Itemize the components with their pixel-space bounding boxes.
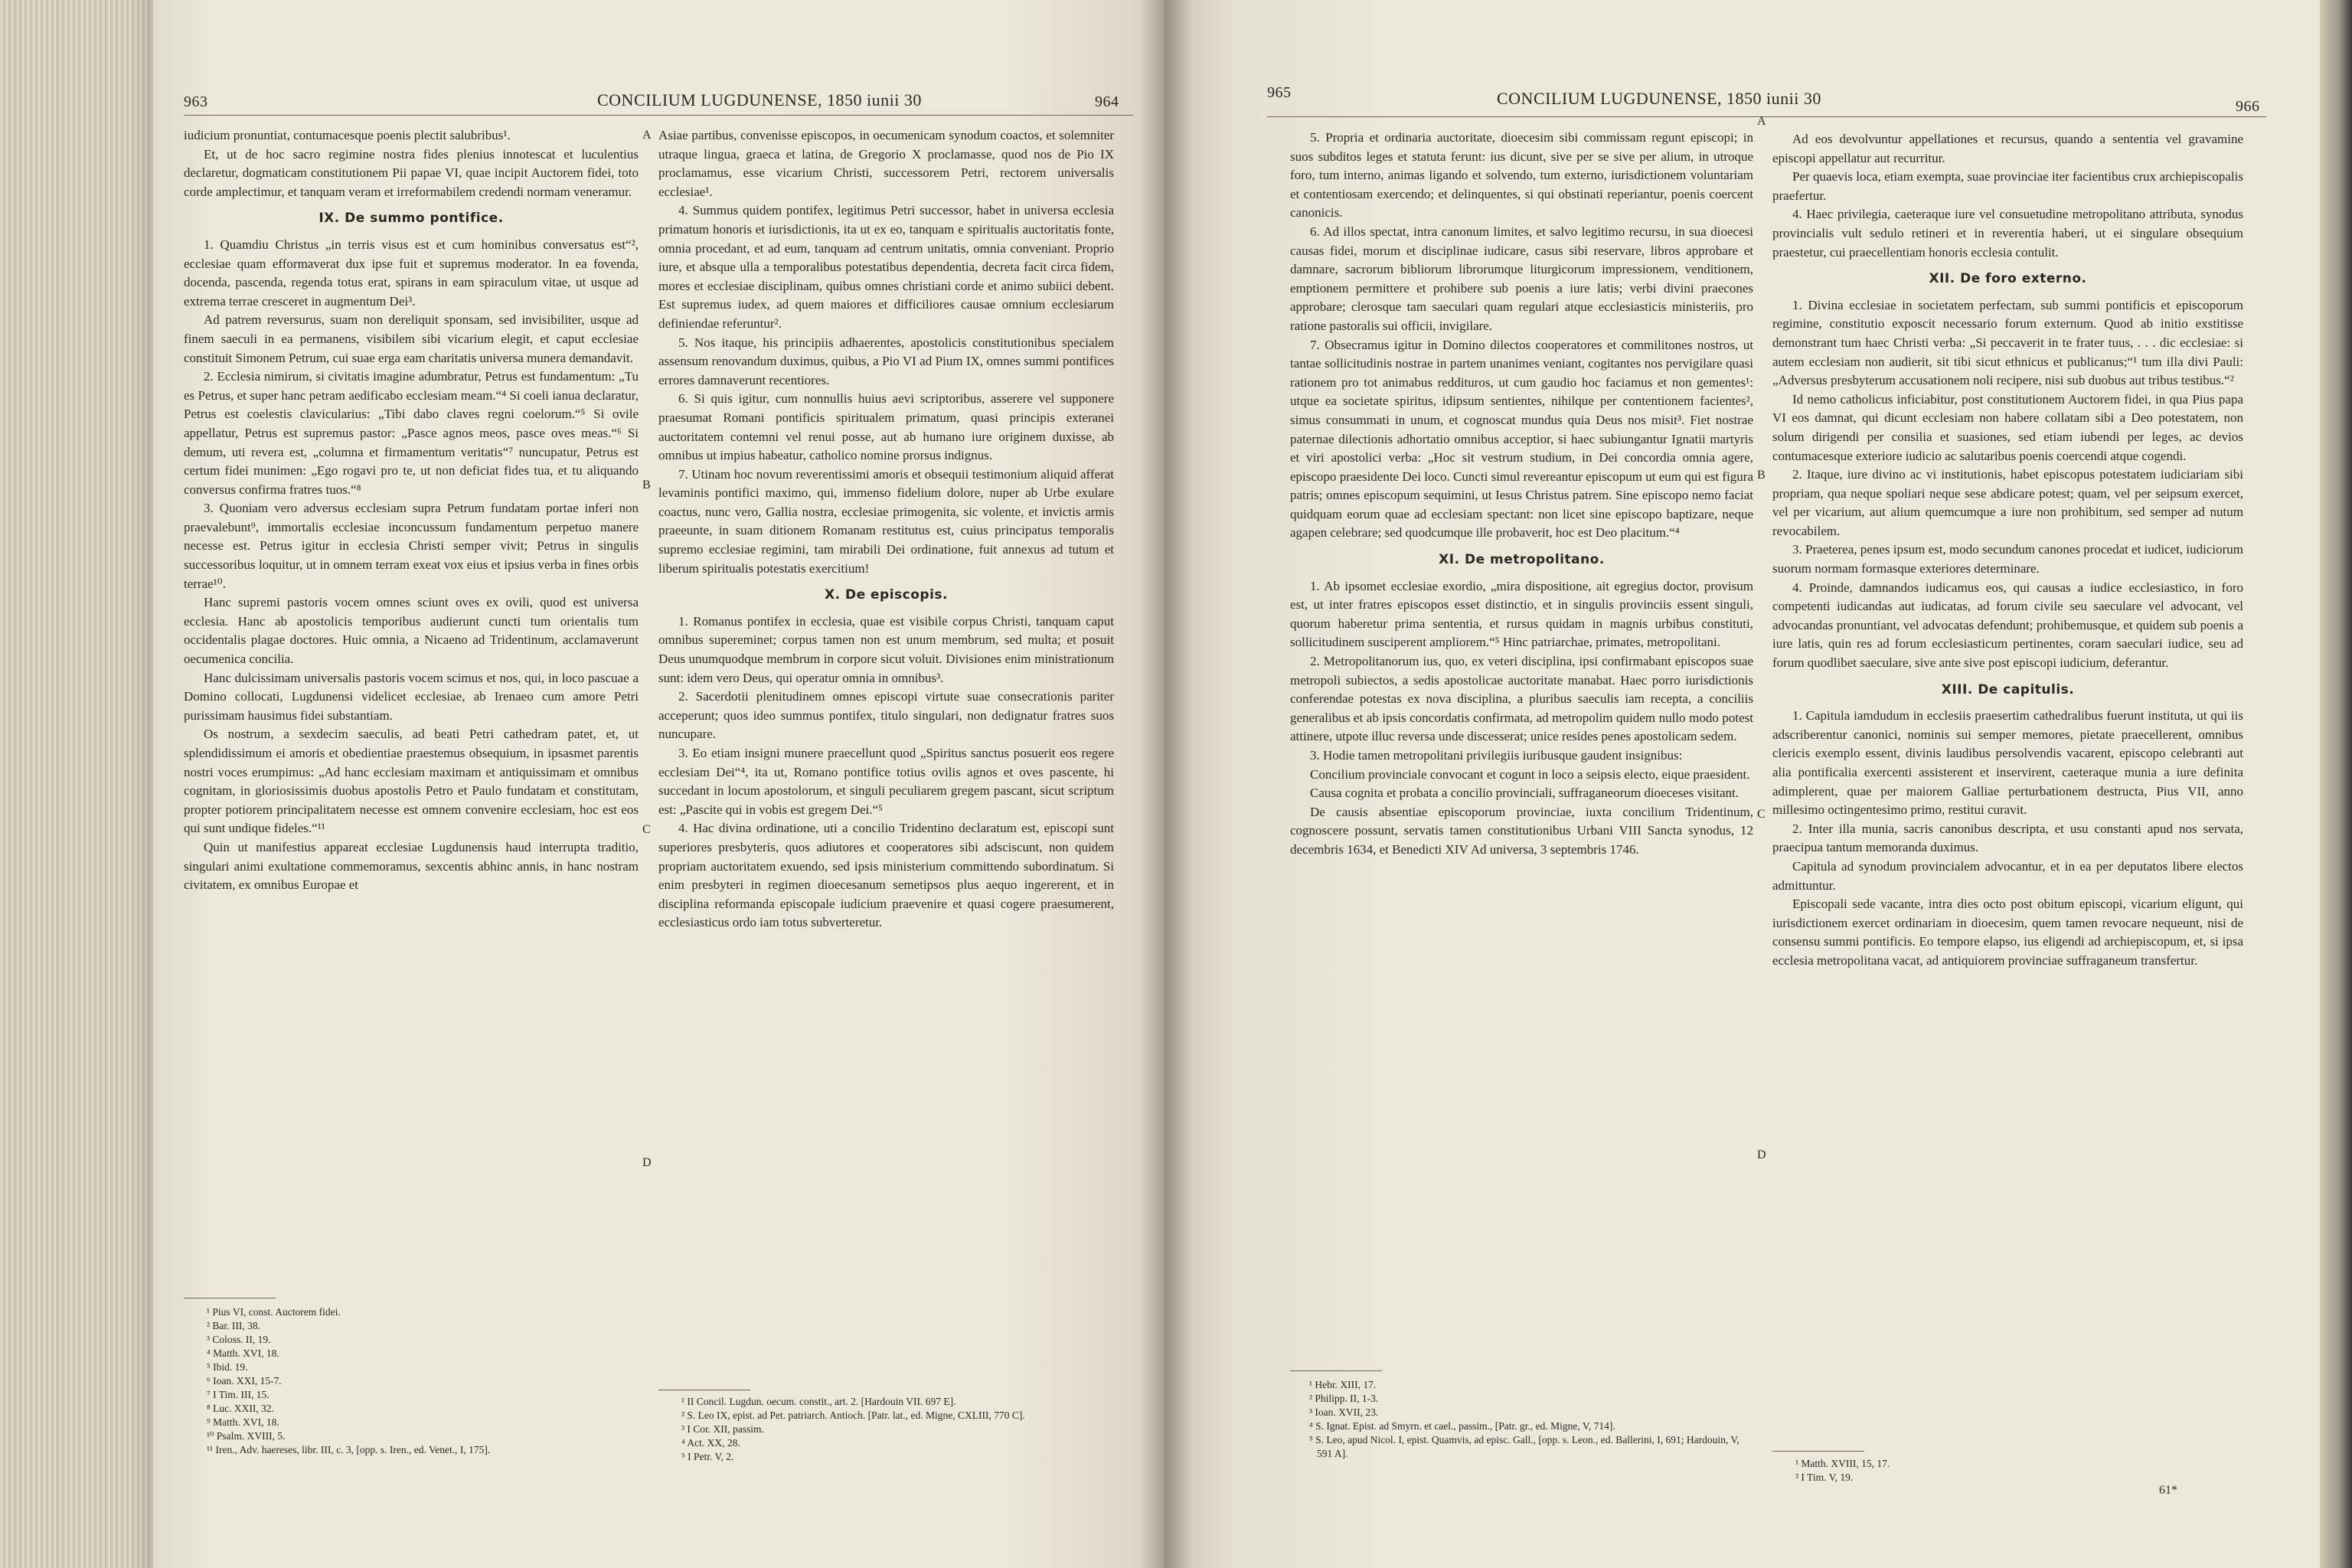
running-title-left: CONCILIUM LUGDUNENSE, 1850 iunii 30: [597, 90, 922, 109]
paragraph: 3. Quoniam vero adversus ecclesiam supra Petrum fundatam portae inferi non praevalebunt⁹, immortalis ecclesiae inconcussum fundamentum perpetuo manere necesse est. Petrus igitur in ecclesia Christi semper vivit; Petrus in singulis successoribus loquitur, ut in omnem terram exeat vox eius et ipsius verba in fines orbis terrae¹⁰.: [184, 501, 639, 591]
paragraph: 6. Ad illos spectat, intra canonum limites, et salvo legitimo recursu, in sua dioecesi causas fidei, morum et disciplinae iudicare, casus sibi reservare, libros approbare et damnare, sacrorum bibliorum librorumque liturgicorum impressionem, venditionem, emptionem permittere et prohibere sub poenis a iure latis; verbi divini praecones approbare; clerosque tam saeculari quam regulari atque ecclesiasticis ministeriis, pro ratione pastoralis sui officii, invigilare.: [1290, 224, 1753, 333]
paragraph: 1. Divina ecclesiae in societatem perfectam, sub summi pontificis et episcoporum regimine, constitutio exposcit necessario forum externum. Quod ab initio exstitisse demonstrant tum haec Christi verba: „Si peccaverit in te frater tuus, . . . dic ecclesiae: si autem ecclesiam non audierit, sit tibi sicut ethnicus et publicanus;“¹ tum illa divi Pauli: „Adversus presbyterum accusationem noli recipere, nisi sub duobus aut tribus testibus.“²: [1772, 297, 2243, 388]
footnote: ² I Tim. V, 19.: [1795, 1472, 1854, 1483]
paragraph: 2. Ecclesia nimirum, si civitatis imagine adumbratur, Petrus est fundamentum: „Tu es Petrus, et super hanc petram aedificabo ecclesiam meam.“⁴ Si coeli ianua declaratur, Petrus est coelestis clavicularius: „Tibi dabo claves regni coelorum.“⁵ Si ovile appellatur, Petrus est supremus pastor: „Pasce agnos meos, pasce oves meas.“⁶ Si demum, uti revera est, „columna et firmamentum veritatis“⁷ nuncupatur, Petrus est certum fidei munimen: „Ego rogavi pro te, ut non deficiat fides tua, et tu aliquando conversus confirma fratres tuos.“⁸: [184, 369, 639, 497]
paragraph: 5. Nos itaque, his principiis adhaerentes, apostolicis constitutionibus specialem assensum renovandum duximus, quibus, a Pio VI ad Pium IX, omnes summi pontifices errores damnaverunt recentiores.: [658, 335, 1114, 387]
page-edges-right: [2320, 0, 2352, 1568]
section-heading-x: X. De episcopis.: [824, 587, 949, 603]
paragraph: 4. Haec privilegia, caeteraque iure vel consuetudine metropolitano attributa, synodus provincialis vult sedulo retineri et in reverentia haberi, ut ei singulare obsequium praestetur, cui praecellentiam honoris ecclesia contulit.: [1772, 207, 2243, 260]
paragraph: 1. Capitula iamdudum in ecclesiis praesertim cathedralibus fuerunt instituta, ut qui iis adscriberentur canonici, nominis sui semper memores, pietate praecellerent, omnibus clericis exemplo essent, divinis laudibus persolvendis vacarent, episcopo celebranti aut alia pontificalia exercenti assisterent et inservirent, caeteraque munia a iure definita adimplerent, quae per maiorem Galliae perturbationem destructa, Pius VII, anno millesimo octingentesimo primo, restitui curavit.: [1772, 708, 2243, 818]
paragraph: Quin ut manifestius appareat ecclesiae Lugdunensis haud interrupta traditio, singulari animi exultatione commemoramus, sexcentis abhinc annis, in hanc nostram civitatem, ex omnibus Europae et: [184, 839, 639, 893]
paragraph: 3. Praeterea, penes ipsum est, modo secundum canones procedat et iudicet, iudiciorum suorum normam formasque exteriores determinare.: [1772, 542, 2243, 577]
paragraph: Hanc dulcissimam universalis pastoris vocem scimus et nos, qui, in loco pascuae a Domino collocati, Lugdunensi videlicet ecclesiae, ab Irenaeo cum amore Petri purissimam hausimus fidei substantiam.: [184, 670, 639, 723]
footnote: ⁹ Matth. XVI, 18.: [207, 1416, 279, 1428]
margin-marker-c: C: [1757, 808, 1766, 821]
footnote-rule: [1290, 1370, 1382, 1371]
footnote: ⁴ Act. XX, 28.: [681, 1437, 740, 1449]
footnote: ⁵ Ibid. 19.: [207, 1361, 248, 1373]
paragraph: 7. Obsecramus igitur in Domino dilectos cooperatores et commilitones nostros, ut tantae sollicitudinis nostrae in partem unanimes veniant, cogitantes nos pervigilare quasi rationem pro tot animabus reddituros, ut cum gaudio hoc faciamus et non gementes¹: utque ea societate spiritus, idipsum sentientes, nihilque per contentionem facientes², simus consummati in unum, et cognoscat mundus quia Deus nos misit³. Fiet nostrae paternae dilectionis adhortatio omnibus acceptior, si haec subiungantur Ignatii martyris et viri apostolici verba: „Hoc sit vestrum studium, in Dei concordia omnia agere, episcopo praesidente Dei loco. Cuncti simul revereantur episcopum ut eum qui est figura patris; omnes episcopum sequimini, ut Iesus Christus patrem. Sine episcopo nemo faciat quidquam eorum quae ad ecclesiam spectant: non licet sine episcopo baptizare, neque agapen celebrare; sed quodcumque ille probaverit, hoc est Deo placitum.“⁴: [1290, 337, 1753, 541]
paragraph: 7. Utinam hoc novum reverentissimi amoris et obsequii testimonium aliquid afferat levaminis pontifici maximo, qui, immenso fidelium dolore, nuper ab Urbe exulare coactus, nunc vero, Gallia nostra, ecclesiae primogenita, sic volente, et invictis armis praeeunte, in suam ditionem Romanam restitutus est, cuius principatus temporalis supremo ecclesiae regimini, tam mirabili Dei ordinatione, fuit annexus ad tutum et liberum spiritualis potestatis exercitium!: [658, 466, 1114, 576]
footnote: ¹ Matth. XVIII, 15, 17.: [1795, 1458, 1890, 1469]
column-965: [1290, 129, 1753, 1350]
right-page: [1164, 0, 2320, 1568]
paragraph: Id nemo catholicus inficiabitur, post constitutionem Auctorem fidei, in qua Pius papa VI eos damnat, qui dicunt ecclesiam non habere collatam sibi a Deo potestatem, non solum dirigendi per consilia et suasiones, sed etiam iubendi per leges, ac devios contumacesque exteriore iudicio ac salutaribus poenis coercendi atque cogendi.: [1772, 391, 2243, 463]
page-number-966: 966: [2236, 98, 2260, 115]
paragraph: Asiae partibus, convenisse episcopos, in oecumenicam synodum coactos, et solemniter utraque lingua, graeca et latina, de Gregorio X proclamasse, quod nos de Pio IX proclamamus, esse vicarium Christi, successorem Petri, rectorem universalis ecclesiae¹.: [658, 128, 1114, 199]
paragraph: Concilium provinciale convocant et cogunt in loco a seipsis electo, eique praesident.: [1310, 766, 1750, 782]
footnote: ¹ II Concil. Lugdun. oecum. constit., art. 2. [Hardouin VII. 697 E].: [681, 1396, 956, 1407]
section-heading-xiii: XIII. De capitulis.: [1941, 681, 2075, 697]
footnotes-964: [681, 1395, 1110, 1464]
running-head-left: [184, 90, 1133, 121]
section-heading-ix: IX. De summo pontifice.: [318, 211, 504, 227]
footnote: ⁷ I Tim. III, 15.: [207, 1389, 270, 1400]
footnote: ⁶ Ioan. XXI, 15-7.: [207, 1375, 282, 1387]
footnote: ¹ Pius VI, const. Auctorem fidei.: [207, 1306, 341, 1318]
paragraph: 2. Metropolitanorum ius, quo, ex veteri disciplina, ipsi confirmabant episcopos suae metropoli subiectos, a sedis apostolicae auctoritate manabat. Haec porro iurisdictionis conferendae potestas ex nova disciplina, a pluribus saeculis iam recepta, a conciliis generalibus et ab ipsis concordatis confirmata, ad metropolim quidem nullo modo potest attinere, utpote illuc reversa unde discesserat; unice resides penes apostolicam sedem.: [1290, 654, 1753, 744]
signature-mark: 61*: [2159, 1484, 2177, 1497]
paragraph: Causa cognita et probata a concilio provinciali, suffraganeorum dioeceses visitant.: [1310, 786, 1740, 801]
margin-marker-a: A: [642, 129, 652, 142]
head-rule-right: [1267, 116, 2266, 117]
footnote: ⁵ S. Leo, apud Nicol. I, epist. Quamvis, ad episc. Gall., [opp. s. Leon., ed. Ballerini, I, 691; Hardouin, V, 591 A].: [1309, 1434, 1740, 1459]
paragraph: Et, ut de hoc sacro regimine nostra fides plenius innotescat et luculentius declaretur, dogmaticam constitutionem Pii papae VI, quae incipit Auctorem fidei, toto corde amplectimur, et tanquam veram et irreformabilem credendi normam veneramur.: [184, 146, 639, 199]
running-title-right: CONCILIUM LUGDUNENSE, 1850 iunii 30: [1497, 89, 1821, 108]
paragraph: Ad patrem reversurus, suam non dereliquit sponsam, sed invisibiliter, usque ad finem saeculi in ea permanens, visibilem sibi vicarium elegit, et caput ecclesiae constituit Simonem Petrum, cui suae erga eam charitatis universa munera demandavit.: [184, 312, 639, 365]
footnote: ² S. Leo IX, epist. ad Pet. patriarch. Antioch. [Patr. lat., ed. Migne, CXLIII, 770 C].: [681, 1410, 1025, 1421]
paragraph: 3. Hodie tamen metropolitani privilegiis iuribusque gaudent insignibus:: [1310, 748, 1683, 763]
section-heading-xii: XII. De foro externo.: [1929, 271, 2087, 287]
page-number-963: 963: [184, 93, 208, 110]
footnote: ⁴ S. Ignat. Epist. ad Smyrn. et cael., passim., [Patr. gr., ed. Migne, V, 714].: [1309, 1420, 1615, 1432]
page-edges-left: [0, 0, 161, 1568]
paragraph: 3. Eo etiam insigni munere praecellunt quod „Spiritus sanctus posuerit eos regere ecclesiam Dei“⁴, ita ut, Romano pontifice totius ovilis agnos et oves pascente, hi succedant in locum apostolorum, et singuli peculiarem gregem pascant, sicut scriptum est: „Pascite qui in vobis est gregem Dei.“⁵: [658, 746, 1114, 817]
paragraph: iudicium pronuntiat, contumacesque poenis plectit salubribus¹.: [184, 128, 511, 142]
footnote: ¹¹ Iren., Adv. haereses, libr. III, c. 3, [opp. s. Iren., ed. Venet., I, 175].: [207, 1444, 491, 1455]
paragraph: 5. Propria et ordinaria auctoritate, dioecesim sibi commissam regunt episcopi; in suos subditos leges et statuta ferunt: ius dicunt, sive per se sive per alium, in utroque foro, tum interno, animas ligando et solvendo, tum externo, iurisdictionem voluntariam et contentiosam exercendo; et delinquentes, si qui obstinati reperiantur, poenis coercent canonicis.: [1290, 130, 1753, 220]
paragraph: Hanc supremi pastoris vocem omnes sciunt oves ex ovili, quod est universa ecclesia. Hanc ab apostolicis temporibus audierunt cuncti tum orientalis tum occidentalis plagae doctores. Huic omnia, a Nicaeno ad Tridentinum, acclamaverunt oecumenica concilia.: [184, 595, 639, 667]
margin-marker-b: B: [642, 479, 651, 492]
paragraph: 2. Sacerdotii plenitudinem omnes episcopi virtute suae consecrationis pariter acceperunt; quos ideo summus pontifex, titulo singulari, non dedignatur fratres suos nuncupare.: [658, 689, 1114, 742]
column-963: [184, 126, 639, 1290]
paragraph: Os nostrum, a sexdecim saeculis, ad beati Petri cathedram patet, et, ut splendidissimum ei amoris et obedientiae praestemus obsequium, in ipsasmet parentis nostri voces erumpimus: „Ad hanc ecclesiam maximam et antiquissimam et omnibus cognitam, in gloriosissimis duobus apostolis Petro et Paulo fundatam et constitutam, propter potiorem principalitatem necesse est omnem convenire ecclesiam, hoc est eos qui sunt undique fideles.“¹¹: [184, 727, 639, 836]
footnote: ² Philipp. II, 1-3.: [1309, 1393, 1379, 1404]
margin-marker-d: D: [1757, 1148, 1766, 1161]
paragraph: 4. Summus quidem pontifex, legitimus Petri successor, habet in universa ecclesia primatum honoris et iurisdictionis, ita ut ex eo, tanquam e spiritualis auctoritatis fonte, omnia procedant, et ad eum, tanquam ad centrum unitatis, omnia conveniant. Proprio iure, et absque ulla a temporalibus potestatibus dependentia, decreta facit circa fidem, mores et ecclesiae disciplinam, quibus omnes christiani corde et animo subiici debent. Est supremus iudex, ad quem maiores et difficiliores causae omnium ecclesiarum definiendae referuntur².: [658, 203, 1114, 331]
footnotes-965: [1309, 1378, 1753, 1461]
paragraph: 6. Si quis igitur, cum nonnullis huius aevi scriptoribus, asserere vel supponere praesumat Romani pontificis spiritualem primatum, quasi principis exteranei auctoritatem contemni vel renui posse, aut ab humano iure originem duxisse, ab omnibus ut impius habeatur, catholico nomine prorsus indignus.: [658, 391, 1114, 463]
column-964: [658, 126, 1114, 1390]
paragraph: Per quaevis loca, etiam exempta, suae provinciae iter facientibus crux archiepiscopalis praefertur.: [1772, 169, 2243, 203]
book-gutter: [1139, 0, 1193, 1568]
paragraph: De causis absentiae episcoporum provinciae, iuxta concilium Tridentinum, cognoscere possunt, servatis tamen constitutionibus Urbani VIII Sancta synodus, 12 decembris 1634, et Benedicti XIV Ad universa, 3 septembris 1746.: [1290, 804, 1753, 857]
margin-marker-b: B: [1757, 469, 1766, 482]
footnotes-963: [207, 1305, 635, 1457]
section-heading-xi: XI. De metropolitano.: [1439, 552, 1605, 568]
footnote: ⁴ Matth. XVI, 18.: [207, 1348, 279, 1359]
paragraph: 2. Itaque, iure divino ac vi institutionis, habet episcopus potestatem iudiciariam sibi propriam, qua neque spoliari neque sese abdicare potest; quam, vel per seipsum exercet, vel per vicarium, aut alium quemcumque a iure non prohibitum, sed semper ad nutum revocabilem.: [1772, 467, 2243, 538]
footnote: ² Bar. III, 38.: [207, 1320, 261, 1331]
left-page: [153, 0, 1164, 1568]
footnote: ⁵ I Petr. V, 2.: [681, 1451, 734, 1462]
footnote: ¹ Hebr. XIII, 17.: [1309, 1379, 1377, 1390]
margin-marker-a: A: [1757, 115, 1766, 128]
footnote: ⁸ Luc. XXII, 32.: [207, 1403, 274, 1414]
footnote: ³ I Cor. XII, passim.: [681, 1423, 764, 1435]
paragraph: Ad eos devolvuntur appellationes et recursus, quando a sententia vel gravamine episcopi appellatur aut recurritur.: [1772, 132, 2243, 165]
page-number-964: 964: [1095, 93, 1119, 110]
page-number-965: 965: [1267, 84, 1292, 101]
paragraph: 1. Quamdiu Christus „in terris visus est et cum hominibus conversatus est“², ecclesiae quam efformaverat dux ipse fuit et supremus moderator. In ea fovenda, docenda, pascenda, regenda totus erat, spirans in eam spiraculum vitae, ut usque ad extrema terrae cresceret in augmentum Dei³.: [184, 237, 639, 309]
paragraph: 1. Ab ipsomet ecclesiae exordio, „mira dispositione, ait egregius doctor, provisum est, ut inter fratres episcopos esset distinctio, et in singulis provinciis essent singuli, quorum haberetur prima sententia, et rursus quidam in magnis urbibus constituti, sollicitudinem susciperent ampliorem.“⁵ Hinc patriarchae, primates, metropolitani.: [1290, 578, 1753, 650]
footnote-rule: [1772, 1451, 1864, 1452]
head-rule-left: [184, 115, 1133, 116]
footnotes-966: [1795, 1457, 2102, 1485]
paragraph: Episcopali sede vacante, intra dies octo post obitum episcopi, vicarium eligunt, qui iurisdictionem exercet ordinariam in dioecesim, quem tamen revocare nequeunt, nisi de consensu summi pontificis. Eo tempore elapso, ius eligendi ad archiepiscopum, et, si ipsa ecclesia metropolitana vacat, ad antiquiorem provinciae suffraganeum transfertur.: [1772, 897, 2243, 968]
footnote: ³ Coloss. II, 19.: [207, 1334, 271, 1345]
paragraph: 1. Romanus pontifex in ecclesia, quae est visibile corpus Christi, tanquam caput omnibus supereminet; corpus tamen non est unum membrum, sed multa; et posuit Deus unumquodque membrum in corpore sicut voluit. Divisiones enim ministrationum sunt: idem vero Deus, qui operatur omnia in omnibus³.: [658, 613, 1114, 685]
margin-marker-d: D: [642, 1156, 652, 1169]
footnote: ¹⁰ Psalm. XVIII, 5.: [207, 1430, 286, 1442]
paragraph: 4. Proinde, damnandos iudicamus eos, qui causas a iudice ecclesiastico, in foro competenti iudicandas aut iudicatas, ad forum civile seu saeculare vel advocant, vel advocandas pronuntiant, vel advocatas defendunt; prohibemusque, et quidem sub poenis a iure latis, quin res ad forum ecclesiasticum pertinentes, coram saeculari iudice, seu ad forum quodlibet saeculare, sive ante sive post episcopi iudicium, deferantur.: [1772, 580, 2243, 671]
margin-marker-c: C: [642, 823, 651, 836]
paragraph: 4. Hac divina ordinatione, uti a concilio Tridentino declaratum est, episcopi sunt superiores presbyteris, quos adiutores et cooperatores sibi adsciscunt, non quidem propriam auctoritatem exuendo, sed ipsis ministerium committendo subordinatum. Si enim presbyteri in regimen dioecesanum semetipsos plus aequo ingererent, et in disciplina reformanda episcopale iudicium praevenire et quasi cogere praesumerent, ecclesiasticus ordo iam totus subverteretur.: [658, 821, 1114, 930]
footnote: ³ Ioan. XVII, 23.: [1309, 1406, 1379, 1418]
paragraph: Capitula ad synodum provincialem advocantur, et in ea per deputatos libere electos admittuntur.: [1772, 858, 2243, 893]
column-966: [1772, 130, 2243, 1351]
paragraph: 2. Inter illa munia, sacris canonibus descripta, et usu constanti apud nos servata, praecipua tantum memoranda duximus.: [1772, 821, 2243, 855]
